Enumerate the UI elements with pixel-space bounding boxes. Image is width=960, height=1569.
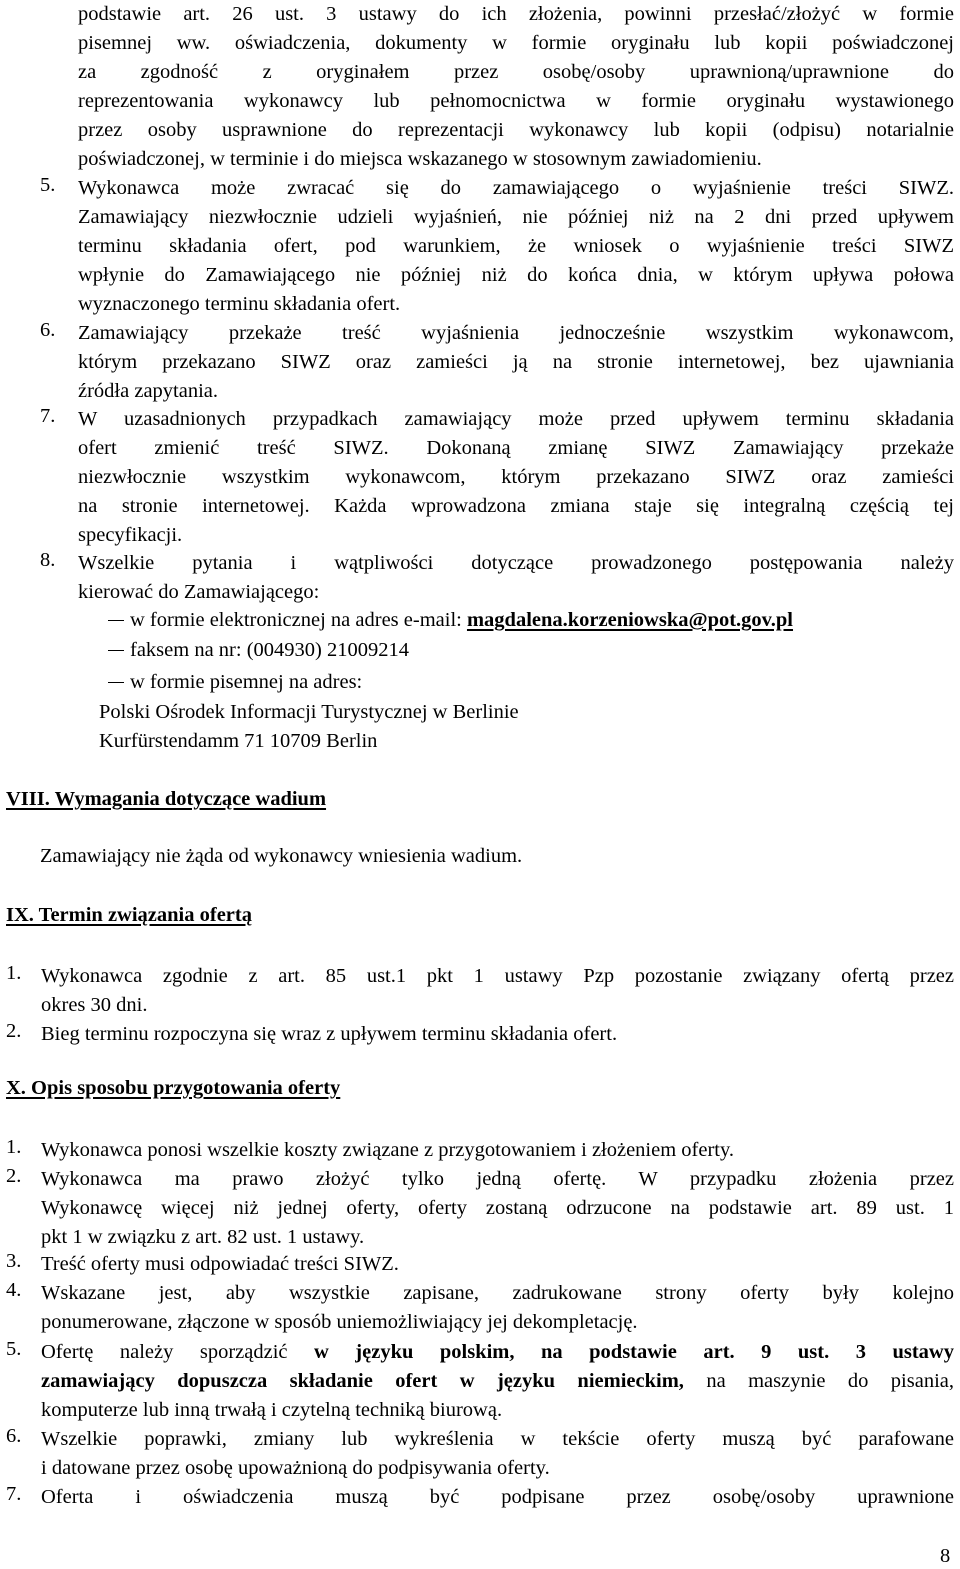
- list-item: [41, 1250, 954, 1279]
- text-line: na stronie internetowej. Każda wprowadzona zmiana staje się integralną częścią tej: [78, 495, 954, 517]
- list-number: 2.: [6, 1020, 22, 1042]
- list-number: 1.: [6, 962, 22, 984]
- list-number: 6.: [6, 1425, 22, 1447]
- text-line: wpłynie do Zamawiającego nie później niż do końca dnia, w którym upływa połowa: [78, 264, 954, 286]
- email-link[interactable]: magdalena.korzeniowska@pot.gov.pl: [466, 609, 794, 631]
- list-item: [78, 405, 954, 550]
- text-line: Wszelkie poprawki, zmiany lub wykreślenia w tekście oferty muszą być parafowane: [41, 1428, 954, 1450]
- page-number: 8: [940, 1545, 951, 1567]
- list-item: [41, 1425, 954, 1483]
- text-line: komputerze lub inną trwałą i czytelną techniką biurową.: [41, 1399, 503, 1421]
- text-plain: na maszynie do pisania,: [683, 1370, 954, 1392]
- dash-bullet: [108, 650, 124, 651]
- text-line: pkt 1 w związku z art. 82 ust. 1 ustawy.: [41, 1226, 365, 1248]
- list-item: [41, 1020, 954, 1049]
- list-number: 3.: [6, 1250, 22, 1272]
- text-line: [41, 1338, 954, 1367]
- section-heading: IX. Termin związania ofertą: [6, 904, 252, 926]
- list-item: [41, 1136, 954, 1165]
- list-number: 4.: [6, 1279, 22, 1301]
- contact-post-row: [108, 671, 362, 694]
- list-item: [41, 1279, 954, 1337]
- text-line: wyznaczonego terminu składania ofert.: [78, 293, 401, 315]
- text-line: Wykonawca może zwracać się do zamawiającego o wyjaśnienie treści SIWZ.: [78, 177, 954, 199]
- text-line: Zamawiający niezwłocznie udzieli wyjaśnień, nie później niż na 2 dni przed upływem: [78, 206, 954, 228]
- address-line: Kurfürstendamm 71 10709 Berlin: [99, 730, 378, 752]
- list-item: [78, 319, 954, 406]
- text-line: Wskazane jest, aby wszystkie zapisane, zadrukowane strony oferty były kolejno: [41, 1282, 954, 1304]
- text-line: Wykonawca ponosi wszelkie koszty związane z przygotowaniem i złożeniem oferty.: [41, 1139, 735, 1161]
- text-line: specyfikacji.: [78, 524, 183, 546]
- contact-email-label: w formie elektronicznej na adres e-mail:: [130, 609, 467, 631]
- text-line: Wykonawca zgodnie z art. 85 ust.1 pkt 1 ustawy Pzp pozostanie związany ofertą przez: [41, 965, 954, 987]
- text-line: W uzasadnionych przypadkach zamawiający może przed upływem terminu składania: [78, 408, 954, 430]
- text-line: Oferta i oświadczenia muszą być podpisane przez osobę/osoby uprawnione: [41, 1486, 954, 1508]
- contact-fax-row: [108, 639, 409, 662]
- section-heading: VIII. Wymagania dotyczące wadium: [6, 788, 327, 810]
- text-line: i datowane przez osobę upoważnioną do podpisywania oferty.: [41, 1457, 550, 1479]
- text-line: [41, 1367, 954, 1396]
- text-line: Treść oferty musi odpowiadać treści SIWZ.: [41, 1253, 399, 1275]
- text-line: Wszelkie pytania i wątpliwości dotyczące prowadzonego postępowania należy: [78, 552, 954, 574]
- text-line: Bieg terminu rozpoczyna się wraz z upływem terminu składania ofert.: [41, 1023, 618, 1045]
- section-text: Zamawiający nie żąda od wykonawcy wniesienia wadium.: [40, 845, 523, 867]
- dash-bullet: [108, 682, 124, 683]
- text-line: podstawie art. 26 ust. 3 ustawy do ich złożenia, powinni przesłać/złożyć w formie: [78, 3, 954, 25]
- text-line: terminu składania ofert, pod warunkiem, że wniosek o wyjaśnienie treści SIWZ: [78, 235, 954, 257]
- text-line: poświadczonej, w terminie i do miejsca wskazanego w stosownym zawiadomieniu.: [78, 148, 762, 170]
- text-line: ponumerowane, złączone w sposób uniemożliwiający jej dekompletację.: [41, 1311, 638, 1333]
- contact-fax: faksem na nr: (004930) 21009214: [130, 639, 409, 661]
- list-number: 1.: [6, 1136, 22, 1158]
- list-number: 5.: [6, 1338, 22, 1360]
- text-line: okres 30 dni.: [41, 994, 148, 1016]
- list-item: [41, 1165, 954, 1252]
- text-line: Wykonawcę więcej niż jednej oferty, oferty zostaną odrzucone na podstawie art. 89 ust. 1: [41, 1197, 954, 1219]
- text-line: reprezentowania wykonawcy lub pełnomocnictwa w formie oryginału wystawionego: [78, 90, 954, 112]
- list-item: [41, 962, 954, 1020]
- text-bold: w języku polskim, na podstawie art. 9 ust. 3 ustawy: [314, 1341, 954, 1363]
- list-item: [41, 1483, 954, 1512]
- list-number: 8.: [40, 549, 56, 571]
- list-number: 7.: [6, 1483, 22, 1505]
- text-line: którym przekazano SIWZ oraz zamieści ją na stronie internetowej, bez ujawniania: [78, 351, 954, 373]
- dash-bullet: [108, 620, 124, 621]
- text-line: niezwłocznie wszystkim wykonawcom, którym przekazano SIWZ oraz zamieści: [78, 466, 954, 488]
- list-number: 6.: [40, 319, 56, 341]
- text-line: pisemnej ww. oświadczenia, dokumenty w formie oryginału lub kopii poświadczonej: [78, 32, 954, 54]
- contact-post-label: w formie pisemnej na adres:: [130, 671, 363, 693]
- text-line: ofert zmienić treść SIWZ. Dokonaną zmianę SIWZ Zamawiający przekaże: [78, 437, 954, 459]
- text-bold: zamawiający dopuszcza składanie ofert w języku niemieckim,: [41, 1370, 684, 1392]
- list-number: 2.: [6, 1165, 22, 1187]
- list-item: [41, 1338, 954, 1425]
- contact-email-row: [108, 609, 793, 632]
- text-line: źródła zapytania.: [78, 380, 219, 402]
- text-plain: Ofertę należy sporządzić: [41, 1341, 314, 1363]
- text-line: przez osoby usprawnione do reprezentacji wykonawcy lub kopii (odpisu) notarialnie: [78, 119, 954, 141]
- list-number: 5.: [40, 174, 56, 196]
- list-item: [78, 549, 954, 607]
- section-heading: X. Opis sposobu przygotowania oferty: [6, 1077, 341, 1099]
- text-line: Wykonawca ma prawo złożyć tylko jedną ofertę. W przypadku złożenia przez: [41, 1168, 954, 1190]
- list-number: 7.: [40, 405, 56, 427]
- address-line: Polski Ośrodek Informacji Turystycznej w Berlinie: [99, 701, 519, 723]
- text-line: za zgodność z oryginałem przez osobę/osoby uprawnioną/uprawnione do: [78, 61, 954, 83]
- text-line: kierować do Zamawiającego:: [78, 581, 320, 603]
- continuation-paragraph: [78, 0, 954, 174]
- text-line: Zamawiający przekaże treść wyjaśnienia jednocześnie wszystkim wykonawcom,: [78, 322, 954, 344]
- list-item: [78, 174, 954, 319]
